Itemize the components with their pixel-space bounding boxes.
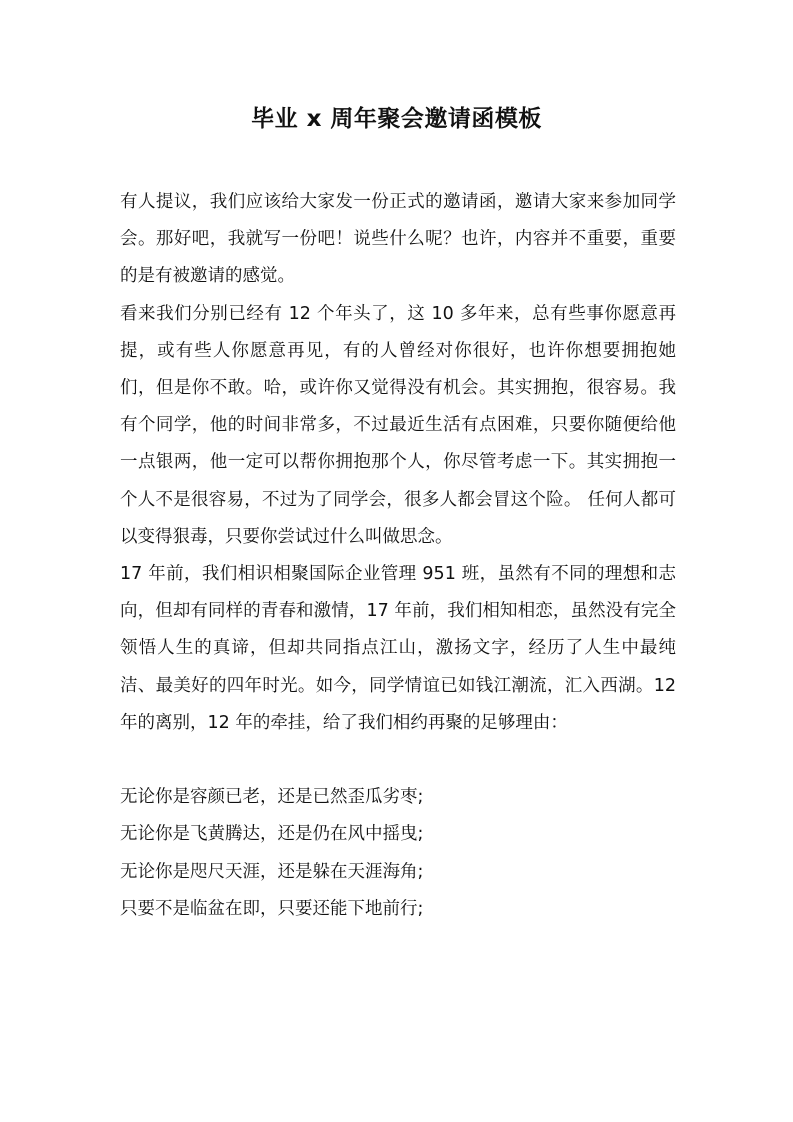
paragraph-twelve-years: 看来我们分别已经有 12 个年头了，这 10 多年来，总有些事你愿意再提，或有些人你愿意再见，有的人曾经对你很好，也许你想要拥抱她们，但是你不敢。哈，或许你又觉得没有机会。其实拥抱，很容易。我有个同学，他的时间非常多，不过最近生活有点困难，只要你随便给他一点银两，他一定可以帮你拥抱那个人，你尽管考虑一下。其实拥抱一个人不是很容易，不过为了同学会，很多人都会冒这个险。 任何人都可以变得狠毒，只要你尝试过什么叫做思念。 [120, 303, 676, 547]
poem-line: 无论你是咫尺天涯，还是躲在天涯海角; [120, 861, 424, 882]
document-body [120, 184, 676, 928]
paragraph-invitation-intro: 有人提议，我们应该给大家发一份正式的邀请函，邀请大家来参加同学会。那好吧，我就写一份吧！说些什么呢？也许，内容并不重要，重要的是有被邀请的感觉。 [120, 192, 676, 287]
blank-line [120, 742, 676, 779]
poem-line: 无论你是容颜已老，还是已然歪瓜劣枣; [120, 787, 424, 808]
paragraph-class-memories: 17 年前，我们相识相聚国际企业管理 951 班，虽然有不同的理想和志向，但却有同样的青春和激情，17 年前，我们相知相恋，虽然没有完全领悟人生的真谛，但却共同指点江山，激扬文字，经历了人生中最纯洁、最美好的四年时光。如今，同学情谊已如钱江潮流，汇入西湖。12 年的离别，12 年的牵挂，给了我们相约再聚的足够理由： [120, 564, 676, 733]
poem-line: 只要不是临盆在即，只要还能下地前行; [120, 898, 424, 919]
document-title: 毕业 x 周年聚会邀请函模板 [251, 106, 542, 132]
poem-line: 无论你是飞黄腾达，还是仍在风中摇曳; [120, 824, 424, 845]
